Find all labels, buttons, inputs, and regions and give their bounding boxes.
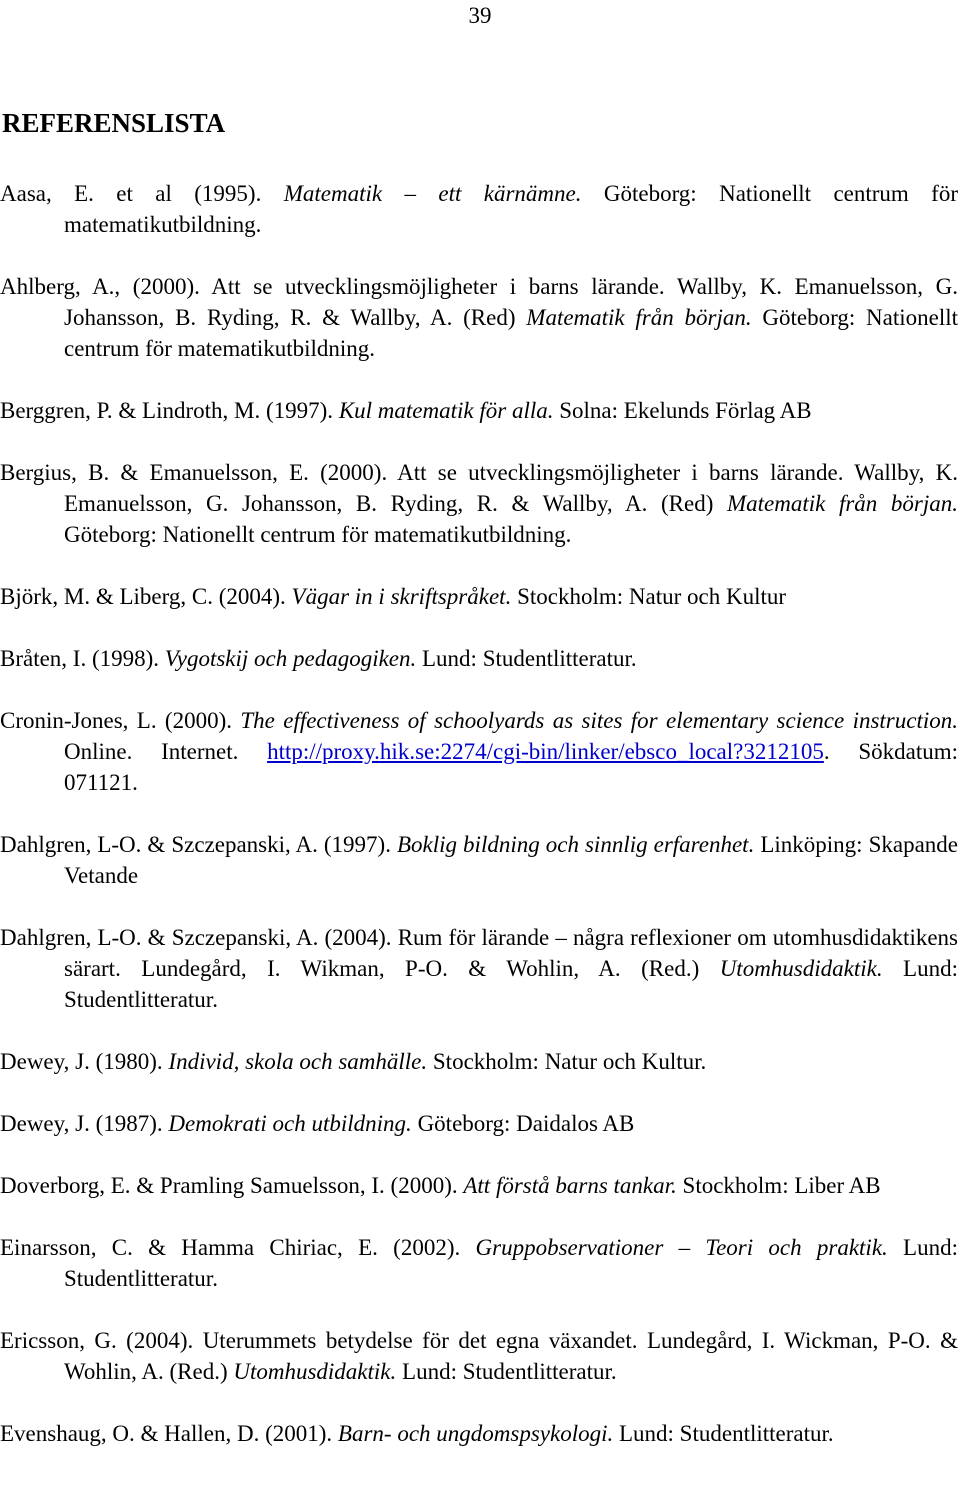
reference-text: Ericsson, G. (2004). Uterummets betydelse för det egna växandet. Lundegård, I. Wickman, P-O. & Wohlin, A. (Red.) [0, 1328, 958, 1384]
reference-title: Matematik – ett kärnämne. [283, 181, 582, 206]
reference-text: Lund: Studentlitteratur. [416, 646, 637, 671]
reference-entry [0, 1108, 958, 1139]
reference-title: Vygotskij och pedagogiken. [164, 646, 417, 671]
reference-link[interactable]: http://proxy.hik.se:2274/cgi-bin/linker/ebsco_local?3212105 [267, 739, 824, 764]
reference-title: Utomhusdidaktik. [233, 1359, 397, 1384]
reference-title: Vägar in i skriftspråket. [291, 584, 512, 609]
reference-title: Boklig bildning och sinnlig erfarenhet. [397, 832, 755, 857]
reference-text: Evenshaug, O. & Hallen, D. (2001). [0, 1421, 338, 1446]
page-number: 39 [468, 3, 492, 28]
reference-entry [0, 271, 958, 364]
reference-text: Göteborg: Daidalos AB [411, 1111, 635, 1136]
reference-text: Bergius, B. & Emanuelsson, E. (2000). Att se utvecklingsmöjligheter i barns lärande. Wallby, K. Emanuelsson, G. Johansson, B. Ryding, R. & Wallby, A. (Red) [0, 460, 958, 516]
reference-text: Lund: Studentlitteratur. [613, 1421, 834, 1446]
reference-text: Björk, M. & Liberg, C. (2004). [0, 584, 292, 609]
reference-text: Lund: Studentlitteratur. [64, 956, 958, 1012]
reference-text: Stockholm: Natur och Kultur [511, 584, 787, 609]
reference-text: Lund: Studentlitteratur. [396, 1359, 617, 1384]
reference-text: Göteborg: Nationellt centrum för matematikutbildning. [64, 181, 959, 237]
reference-entry [0, 1232, 958, 1294]
reference-title: Matematik från början. [526, 305, 752, 330]
reference-text: Dahlgren, L-O. & Szczepanski, A. (2004). Rum för lärande – några reflexioner om utomhusdidaktikens särart. Lundegård, I. Wikman, P-O. & Wohlin, A. (Red.) [0, 925, 958, 981]
reference-entry [0, 1325, 958, 1387]
reference-text: . Sökdatum: 071121. [64, 739, 958, 795]
reference-title: Att förstå barns tankar. [463, 1173, 677, 1198]
reference-text: Dewey, J. (1980). [0, 1049, 169, 1074]
reference-text: Einarsson, C. & Hamma Chiriac, E. (2002). [0, 1235, 476, 1260]
reference-text: Göteborg: Nationellt centrum för matematikutbildning. [64, 305, 958, 361]
page-title: REFERENSLISTA [2, 108, 226, 138]
reference-text: Göteborg: Nationellt centrum för matematikutbildning. [64, 522, 572, 547]
reference-text: Doverborg, E. & Pramling Samuelsson, I. (2000). [0, 1173, 464, 1198]
reference-title: Barn- och ungdomspsykologi. [337, 1421, 614, 1446]
reference-entry [0, 178, 958, 240]
reference-text: Solna: Ekelunds Förlag AB [553, 398, 812, 423]
reference-entry [0, 829, 958, 891]
reference-text: Online. Internet. [64, 739, 268, 764]
reference-text: Dahlgren, L-O. & Szczepanski, A. (1997). [0, 832, 397, 857]
reference-text: Aasa, E. et al (1995). [0, 181, 284, 206]
reference-title: The effectiveness of schoolyards as sites for elementary science instruction. [240, 708, 958, 733]
reference-list [0, 178, 958, 1449]
reference-title: Gruppobservationer – Teori och praktik. [475, 1235, 888, 1260]
reference-text: Lund: Studentlitteratur. [64, 1235, 958, 1291]
reference-text: Bråten, I. (1998). [0, 646, 165, 671]
reference-text: Dewey, J. (1987). [0, 1111, 169, 1136]
reference-title: Individ, skola och samhälle. [168, 1049, 428, 1074]
reference-text: Ahlberg, A., (2000). Att se utvecklingsmöjligheter i barns lärande. Wallby, K. Emanuelsson, G. Johansson, B. Ryding, R. & Wallby, A. (Red) [0, 274, 958, 330]
reference-entry [0, 395, 958, 426]
reference-entry [0, 1170, 958, 1201]
reference-text: Cronin-Jones, L. (2000). [0, 708, 241, 733]
reference-text: Stockholm: Liber AB [676, 1173, 881, 1198]
reference-title: Demokrati och utbildning. [168, 1111, 412, 1136]
reference-title: Kul matematik för alla. [338, 398, 554, 423]
reference-entry [0, 581, 958, 612]
reference-entry [0, 705, 958, 798]
reference-entry [0, 1418, 958, 1449]
reference-entry [0, 643, 958, 674]
reference-text: Linköping: Skapande Vetande [64, 832, 959, 888]
reference-entry [0, 457, 958, 550]
reference-entry [0, 1046, 958, 1077]
reference-text: Stockholm: Natur och Kultur. [427, 1049, 707, 1074]
reference-text: Berggren, P. & Lindroth, M. (1997). [0, 398, 339, 423]
reference-entry [0, 922, 958, 1015]
reference-title: Matematik från början. [726, 491, 958, 516]
reference-title: Utomhusdidaktik. [719, 956, 883, 981]
